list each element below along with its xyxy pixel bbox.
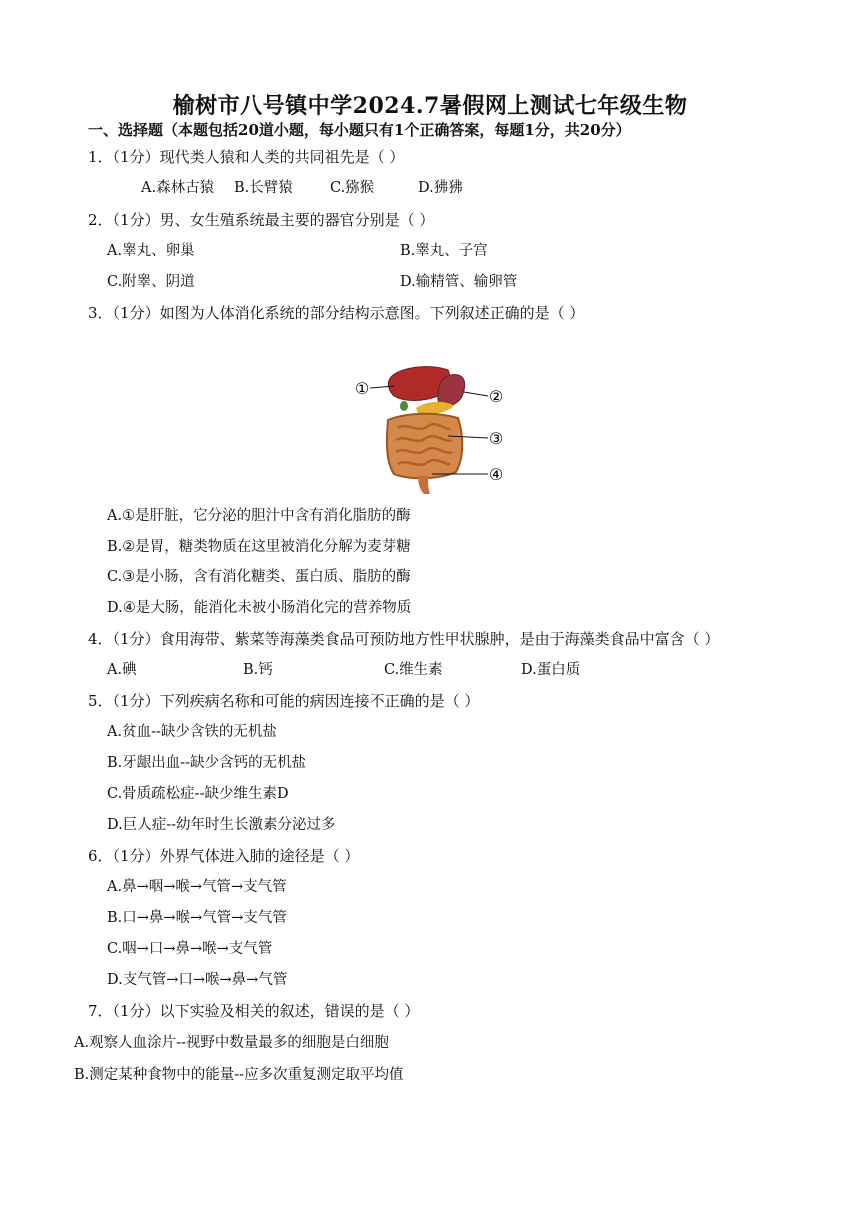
question-7-option-a: A.观察人血涂片--视野中数量最多的细胞是白细胞 [74,1035,389,1051]
digestive-system-figure [352,362,512,498]
question-4-option-c: C.维生素 [384,662,443,678]
pancreas-shape [416,402,454,415]
question-6-option-a: A.鼻→咽→喉→气管→支气管 [107,879,287,895]
large-intestine-shape [387,414,462,479]
question-7-option-b: B.测定某种食物中的能量--应多次重复测定取平均值 [74,1067,404,1083]
question-3-option-a: A.①是肝脏，它分泌的胆汁中含有消化脂肪的酶 [107,508,411,524]
question-7-stem: 7．（1分）以下实验及相关的叙述，错误的是（ ） [88,1002,420,1020]
question-5-option-a: A.贫血--缺少含铁的无机盐 [107,724,277,740]
document-title: 榆树市八号镇中学2024.7暑假网上测试七年级生物 [172,93,688,119]
gallbladder-shape [400,401,408,411]
question-5-option-d: D.巨人症--幼年时生长激素分泌过多 [107,817,336,833]
question-1-option-d: D.狒狒 [418,180,463,196]
question-4-option-b: B.钙 [243,662,273,678]
section-heading: 一、选择题（本题包括20道小题，每小题只有1个正确答案，每题1分，共20分） [88,121,631,139]
question-2-stem: 2．（1分）男、女生殖系统最主要的器官分别是（ ） [88,211,435,229]
question-5-option-c: C.骨质疏松症--缺少维生素D [107,786,289,802]
question-2-option-a: A.睾丸、卵巢 [107,243,195,259]
question-6-option-d: D.支气管→口→喉→鼻→气管 [107,972,288,988]
figure-label-4: ④ [488,465,504,484]
question-5-stem: 5．（1分）下列疾病名称和可能的病因连接不正确的是（ ） [88,692,480,710]
question-4-stem: 4．（1分）食用海带、紫菜等海藻类食品可预防地方性甲状腺肿，是由于海藻类食品中富含（ ） [88,630,720,648]
question-1-option-b: B.长臂猿 [234,180,293,196]
question-4-option-a: A.碘 [107,662,137,678]
question-3-option-b: B.②是胃，糖类物质在这里被消化分解为麦芽糖 [107,539,411,555]
figure-label-3: ③ [488,429,504,448]
question-1-stem: 1．（1分）现代类人猿和人类的共同祖先是（ ） [88,148,405,166]
question-2-option-c: C.附睾、阴道 [107,274,195,290]
figure-label-2: ② [488,387,504,406]
question-2-option-b: B.睾丸、子宫 [400,243,488,259]
question-2-option-d: D.输精管、输卵管 [400,274,518,290]
question-5-option-b: B.牙龈出血--缺少含钙的无机盐 [107,755,307,771]
question-3-option-d: D.④是大肠，能消化未被小肠消化完的营养物质 [107,600,412,616]
question-3-stem: 3．（1分）如图为人体消化系统的部分结构示意图。下列叙述正确的是（ ） [88,304,585,322]
question-1-option-a: A.森林古猿 [141,180,215,196]
question-4-option-d: D.蛋白质 [521,662,581,678]
question-3-option-c: C.③是小肠，含有消化糖类、蛋白质、脂肪的酶 [107,569,411,585]
question-6-option-c: C.咽→口→鼻→喉→支气管 [107,941,273,957]
figure-label-1: ① [354,379,370,398]
question-6-stem: 6．（1分）外界气体进入肺的途径是（ ） [88,847,360,865]
question-1-option-c: C.猕猴 [330,180,375,196]
question-6-option-b: B.口→鼻→喉→气管→支气管 [107,910,287,926]
